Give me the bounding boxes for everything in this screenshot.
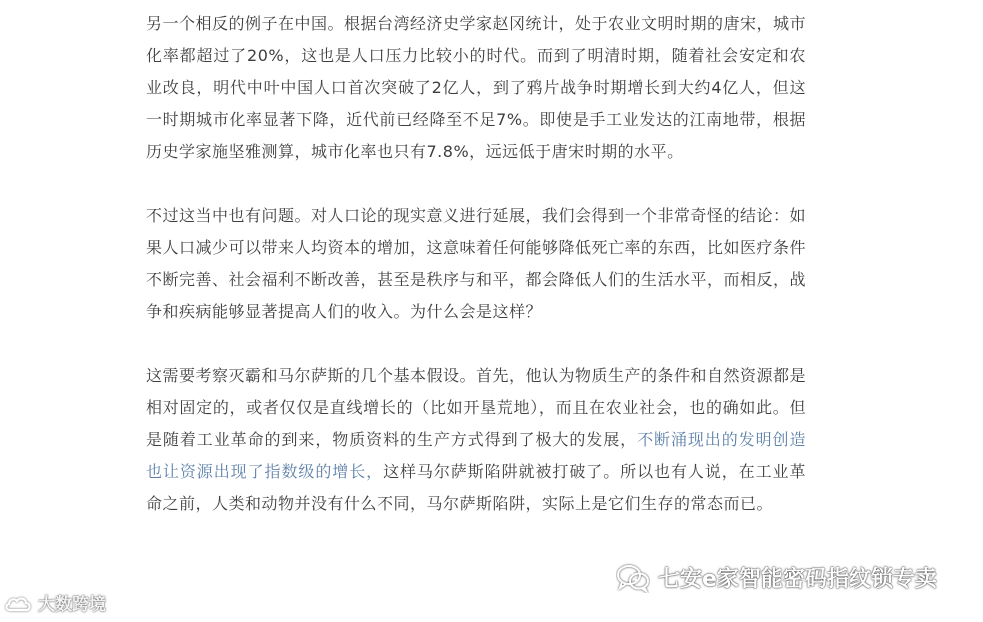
paragraph-2-text: 不过这当中也有问题。对人口论的现实意义进行延展，我们会得到一个非常奇怪的结论：如果人口减少可以带来人均资本的增加，这意味着任何能够降低死亡率的东西，比如医疗条件不断完善、社会福利不断改善，甚至是秩序与和平，都会降低人们的生活水平，而相反，战争和疾病能够显著提高人们的收入。为什么会是这样？ — [146, 206, 807, 321]
paragraph-3-text-b: 这样马尔萨斯陷阱就被打破了。所以也有人说，在工业革命之前，人类和动物并没有什么不同，马尔萨斯陷阱，实际上是它们生存的常态而已。 — [146, 462, 806, 513]
watermark-right — [616, 562, 937, 593]
paragraph-1-text: 另一个相反的例子在中国。根据台湾经济史学家赵冈统计，处于农业文明时期的唐宋，城市化率都超过了20%，这也是人口压力比较小的时代。而到了明清时期，随着社会安定和农业改良，明代中叶中国人口首次突破了2亿人，到了鸦片战争时期增长到大约4亿人，但这一时期城市化率显著下降，近代前已经降至不足7%。即使是手工业发达的江南地带，根据历史学家施坚雅测算，城市化率也只有7.8%，远远低于唐宋时期的水平。 — [146, 14, 807, 161]
watermark-left — [4, 590, 106, 615]
watermark-right-text: 七安e家智能密码指纹锁专卖 — [658, 567, 937, 592]
highlighted-text: 不断涌现出的发明创造也让资源出现了指数级的增长， — [146, 430, 806, 481]
paragraph-3-text-a: 这需要考察灭霸和马尔萨斯的几个基本假设。首先，他认为物质生产的条件和自然资源都是相对固定的，或者仅仅是直线增长的（比如开垦荒地），而且在农业社会，也的确如此。但是随着工业革命的到来，物质资料的生产方式得到了极大的发展， — [146, 366, 807, 449]
paragraph-3 — [146, 360, 806, 520]
paragraph-2 — [146, 200, 806, 328]
paragraph-1 — [146, 8, 806, 168]
watermark-left-text: 大数跨境 — [38, 595, 106, 615]
article-body — [146, 8, 806, 520]
wechat-icon — [616, 563, 650, 593]
cloud-logo-icon — [4, 592, 34, 614]
